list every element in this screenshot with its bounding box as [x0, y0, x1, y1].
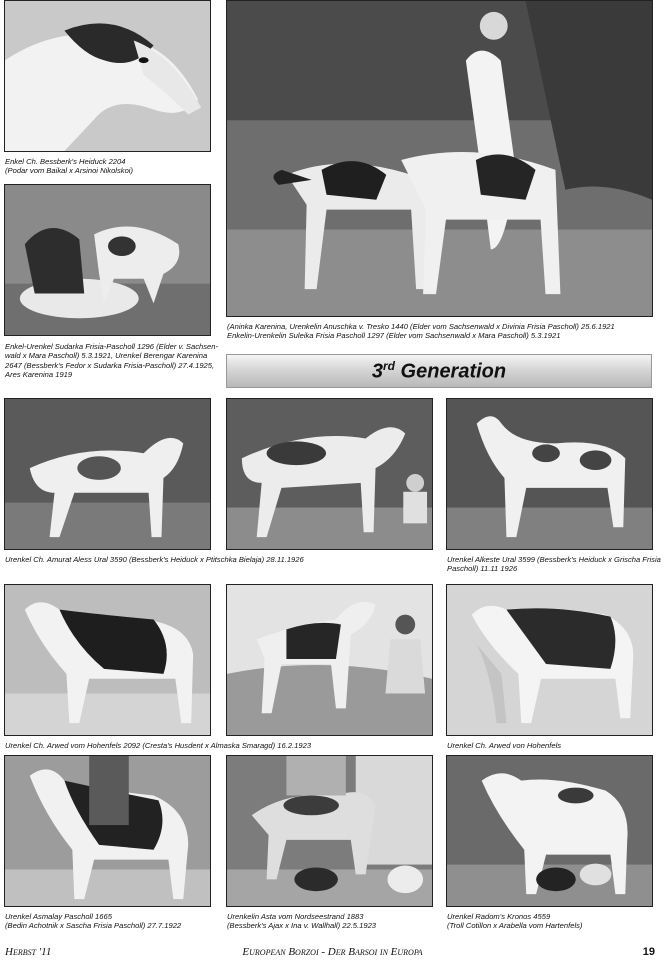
footer-issue: Herbst '11: [5, 946, 52, 958]
photo-asmalay: [4, 755, 211, 907]
photo-arwed-2: [446, 584, 653, 736]
photo-amurat: [4, 398, 211, 550]
photo-radoms-kronos: [446, 755, 653, 907]
photo-arwed-1: [4, 584, 211, 736]
page-footer: [0, 944, 665, 960]
caption-9: Urenkelin Asta vom Nordseestrand 1883 (Bessberk's Ajax x Ina v. Wallhall) 22.5.1923: [227, 912, 377, 931]
caption-8: Urenkel Asmalay Pascholl 1665 (Bedin Achotnik x Sascha Frisia Pascholl) 27.7.1922: [5, 912, 182, 931]
caption-1: Enkel Ch. Bessberk's Heiduck 2204 (Podar vom Baikal x Arsinoi Nikolskoi): [5, 157, 134, 176]
caption-4: Urenkel Ch. Amurat Aless Ural 3590 (Bessberk's Heiduck x Ptitschka Bielaja) 28.11.1926: [5, 555, 304, 564]
photo-alkeste: [446, 398, 653, 550]
photo-sudarka-berengar: [4, 184, 211, 336]
caption-3: Enkel-Urenkel Sudarka Frisia-Pascholl 1296 (Elder v. Sachsen- wald x Mara Pascholl) 5.3.1921, Urenkel Berengar Karenina 2647 (Bessberk's Fedor x Sudarka Frisia-Pascholl) 27.4.1925, Ares Karenina 1919: [5, 342, 218, 380]
caption-2: (Aninka Karenina, Urenkelin Anuschka v. Tresko 1440 (Elder vom Sachsenwald x Divinia Frisia Pascholl) 25.6.1921 Enkelin-Urenkelin Suleika Frisia Pascholl 1297 (Elder vom Sachsenwald x Mara Pascholl) 5.3.1921: [227, 322, 615, 341]
photo-asta-with-puppies: [226, 755, 433, 907]
footer-publication: European Borzoi - Der Barsoi in Europa: [242, 946, 423, 958]
page-number: 19: [642, 946, 655, 958]
photo-borzoi-with-child: [226, 398, 433, 550]
section-banner: 3rd Generation: [226, 354, 652, 388]
caption-5: Urenkel Alkeste Ural 3599 (Bessberk's Heiduck x Grischa Frisia Pascholl) 11.11 1926: [447, 555, 661, 574]
caption-10: Urenkel Radom's Kronos 4559 (Troll Cotillon x Arabella vom Hartenfels): [447, 912, 583, 931]
caption-7: Urenkel Ch. Arwed von Hohenfels: [447, 741, 562, 750]
photo-borzoi-woman-seated: [226, 584, 433, 736]
photo-heiduck-portrait: [4, 0, 211, 152]
photo-woman-three-borzoi: [226, 0, 653, 317]
caption-6: Urenkel Ch. Arwed vom Hohenfels 2092 (Cresta's Husdent x Almaska Smaragd) 16.2.1923: [5, 741, 312, 750]
